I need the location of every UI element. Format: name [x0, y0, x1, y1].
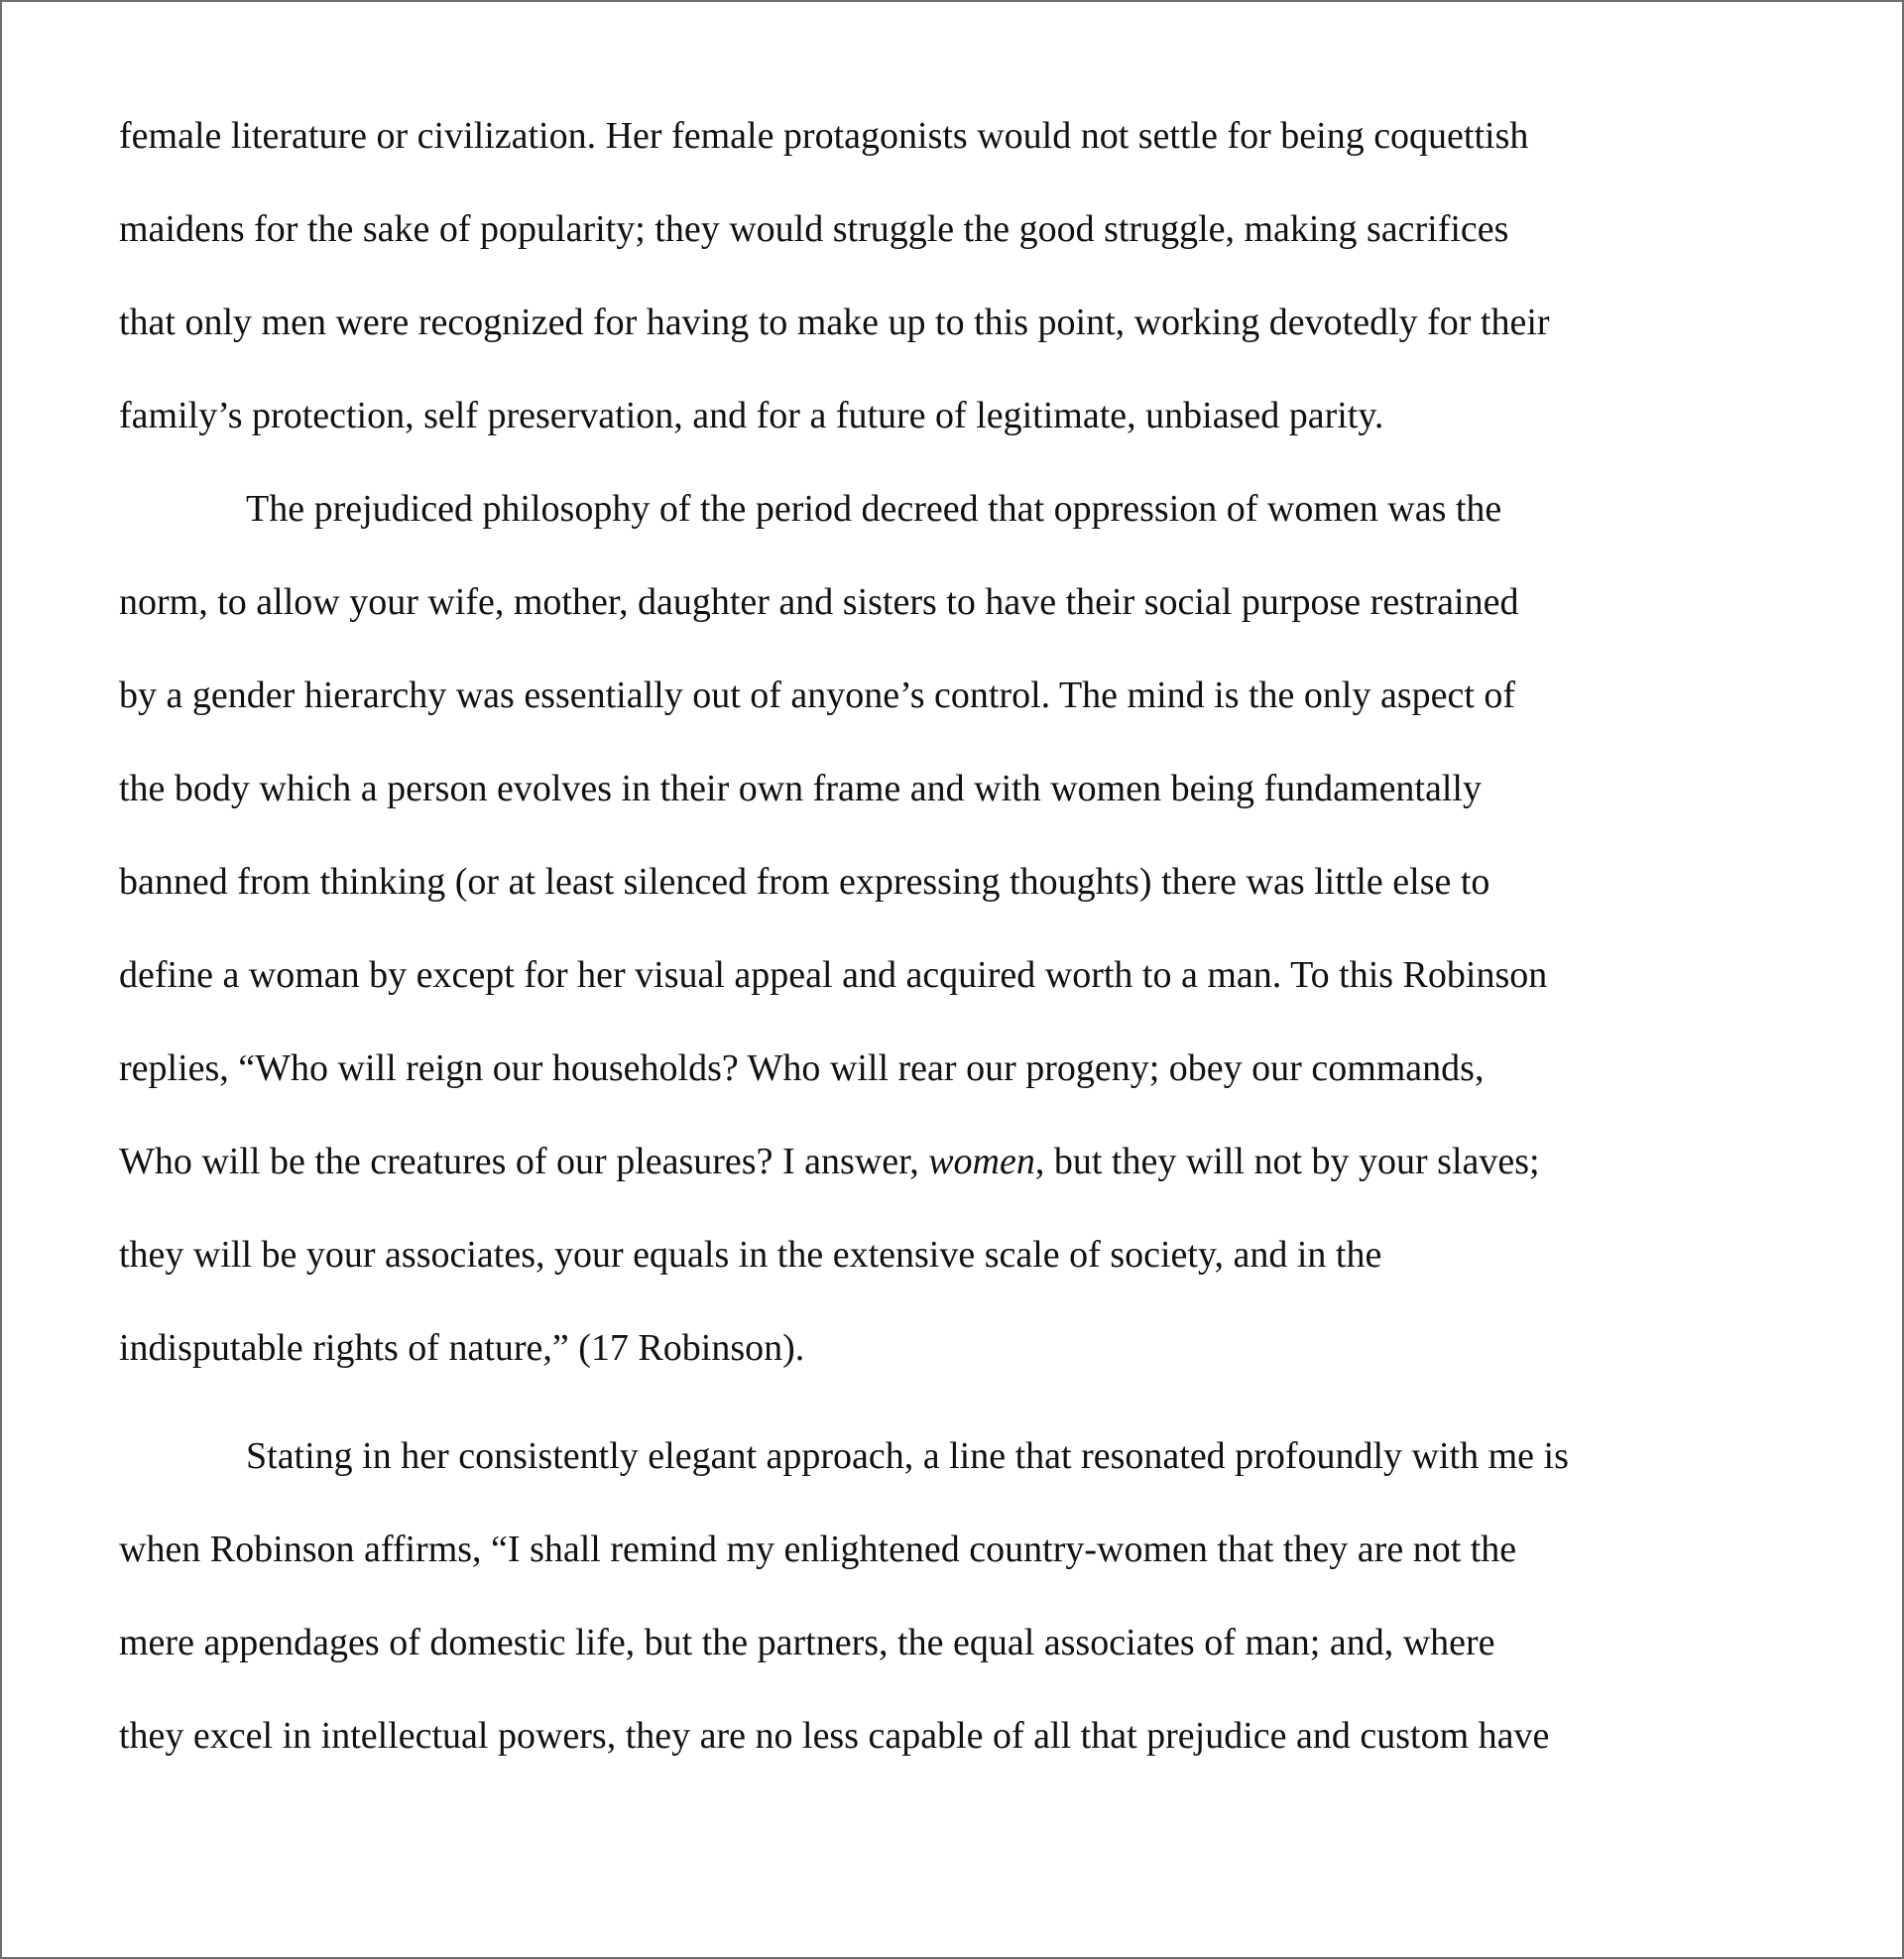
text-line: by a gender hierarchy was essentially out of anyone’s control. The mind is the only aspect of — [119, 674, 1516, 716]
text-line: The prejudiced philosophy of the period decreed that oppression of women was the — [246, 488, 1502, 530]
text-line: Stating in her consistently elegant approach, a line that resonated profoundly with me is — [246, 1435, 1569, 1477]
text-segment: , but they will not by your slaves; — [1034, 1141, 1540, 1182]
text-line: define a woman by except for her visual appeal and acquired worth to a man. To this Robinson — [119, 954, 1548, 996]
text-line: mere appendages of domestic life, but the partners, the equal associates of man; and, where — [119, 1622, 1495, 1663]
text-line: replies, “Who will reign our households? Who will rear our progeny; obey our commands, — [119, 1047, 1485, 1089]
text-line: when Robinson affirms, “I shall remind my enlightened country-women that they are not the — [119, 1529, 1517, 1570]
text-line: that only men were recognized for having to make up to this point, working devotedly for their — [119, 302, 1550, 343]
text-line: maidens for the sake of popularity; they would struggle the good struggle, making sacrifices — [119, 208, 1509, 250]
text-line: the body which a person evolves in their own frame and with women being fundamentally — [119, 768, 1482, 809]
text-line: indisputable rights of nature,” (17 Robinson). — [119, 1327, 805, 1369]
text-line: they will be your associates, your equals in the extensive scale of society, and in the — [119, 1234, 1382, 1276]
italic-word: women — [928, 1141, 1035, 1182]
text-line: norm, to allow your wife, mother, daughter and sisters to have their social purpose restrained — [119, 581, 1519, 623]
text-line: banned from thinking (or at least silenced from expressing thoughts) there was little else to — [119, 861, 1490, 903]
text-line: family’s protection, self preservation, and for a future of legitimate, unbiased parity. — [119, 395, 1384, 436]
text-line: they excel in intellectual powers, they are no less capable of all that prejudice and custom have — [119, 1715, 1550, 1757]
text-segment: Who will be the creatures of our pleasures? I answer, — [119, 1141, 929, 1182]
text-line: female literature or civilization. Her female protagonists would not settle for being coquettish — [119, 115, 1529, 157]
text-line — [119, 1139, 1540, 1184]
